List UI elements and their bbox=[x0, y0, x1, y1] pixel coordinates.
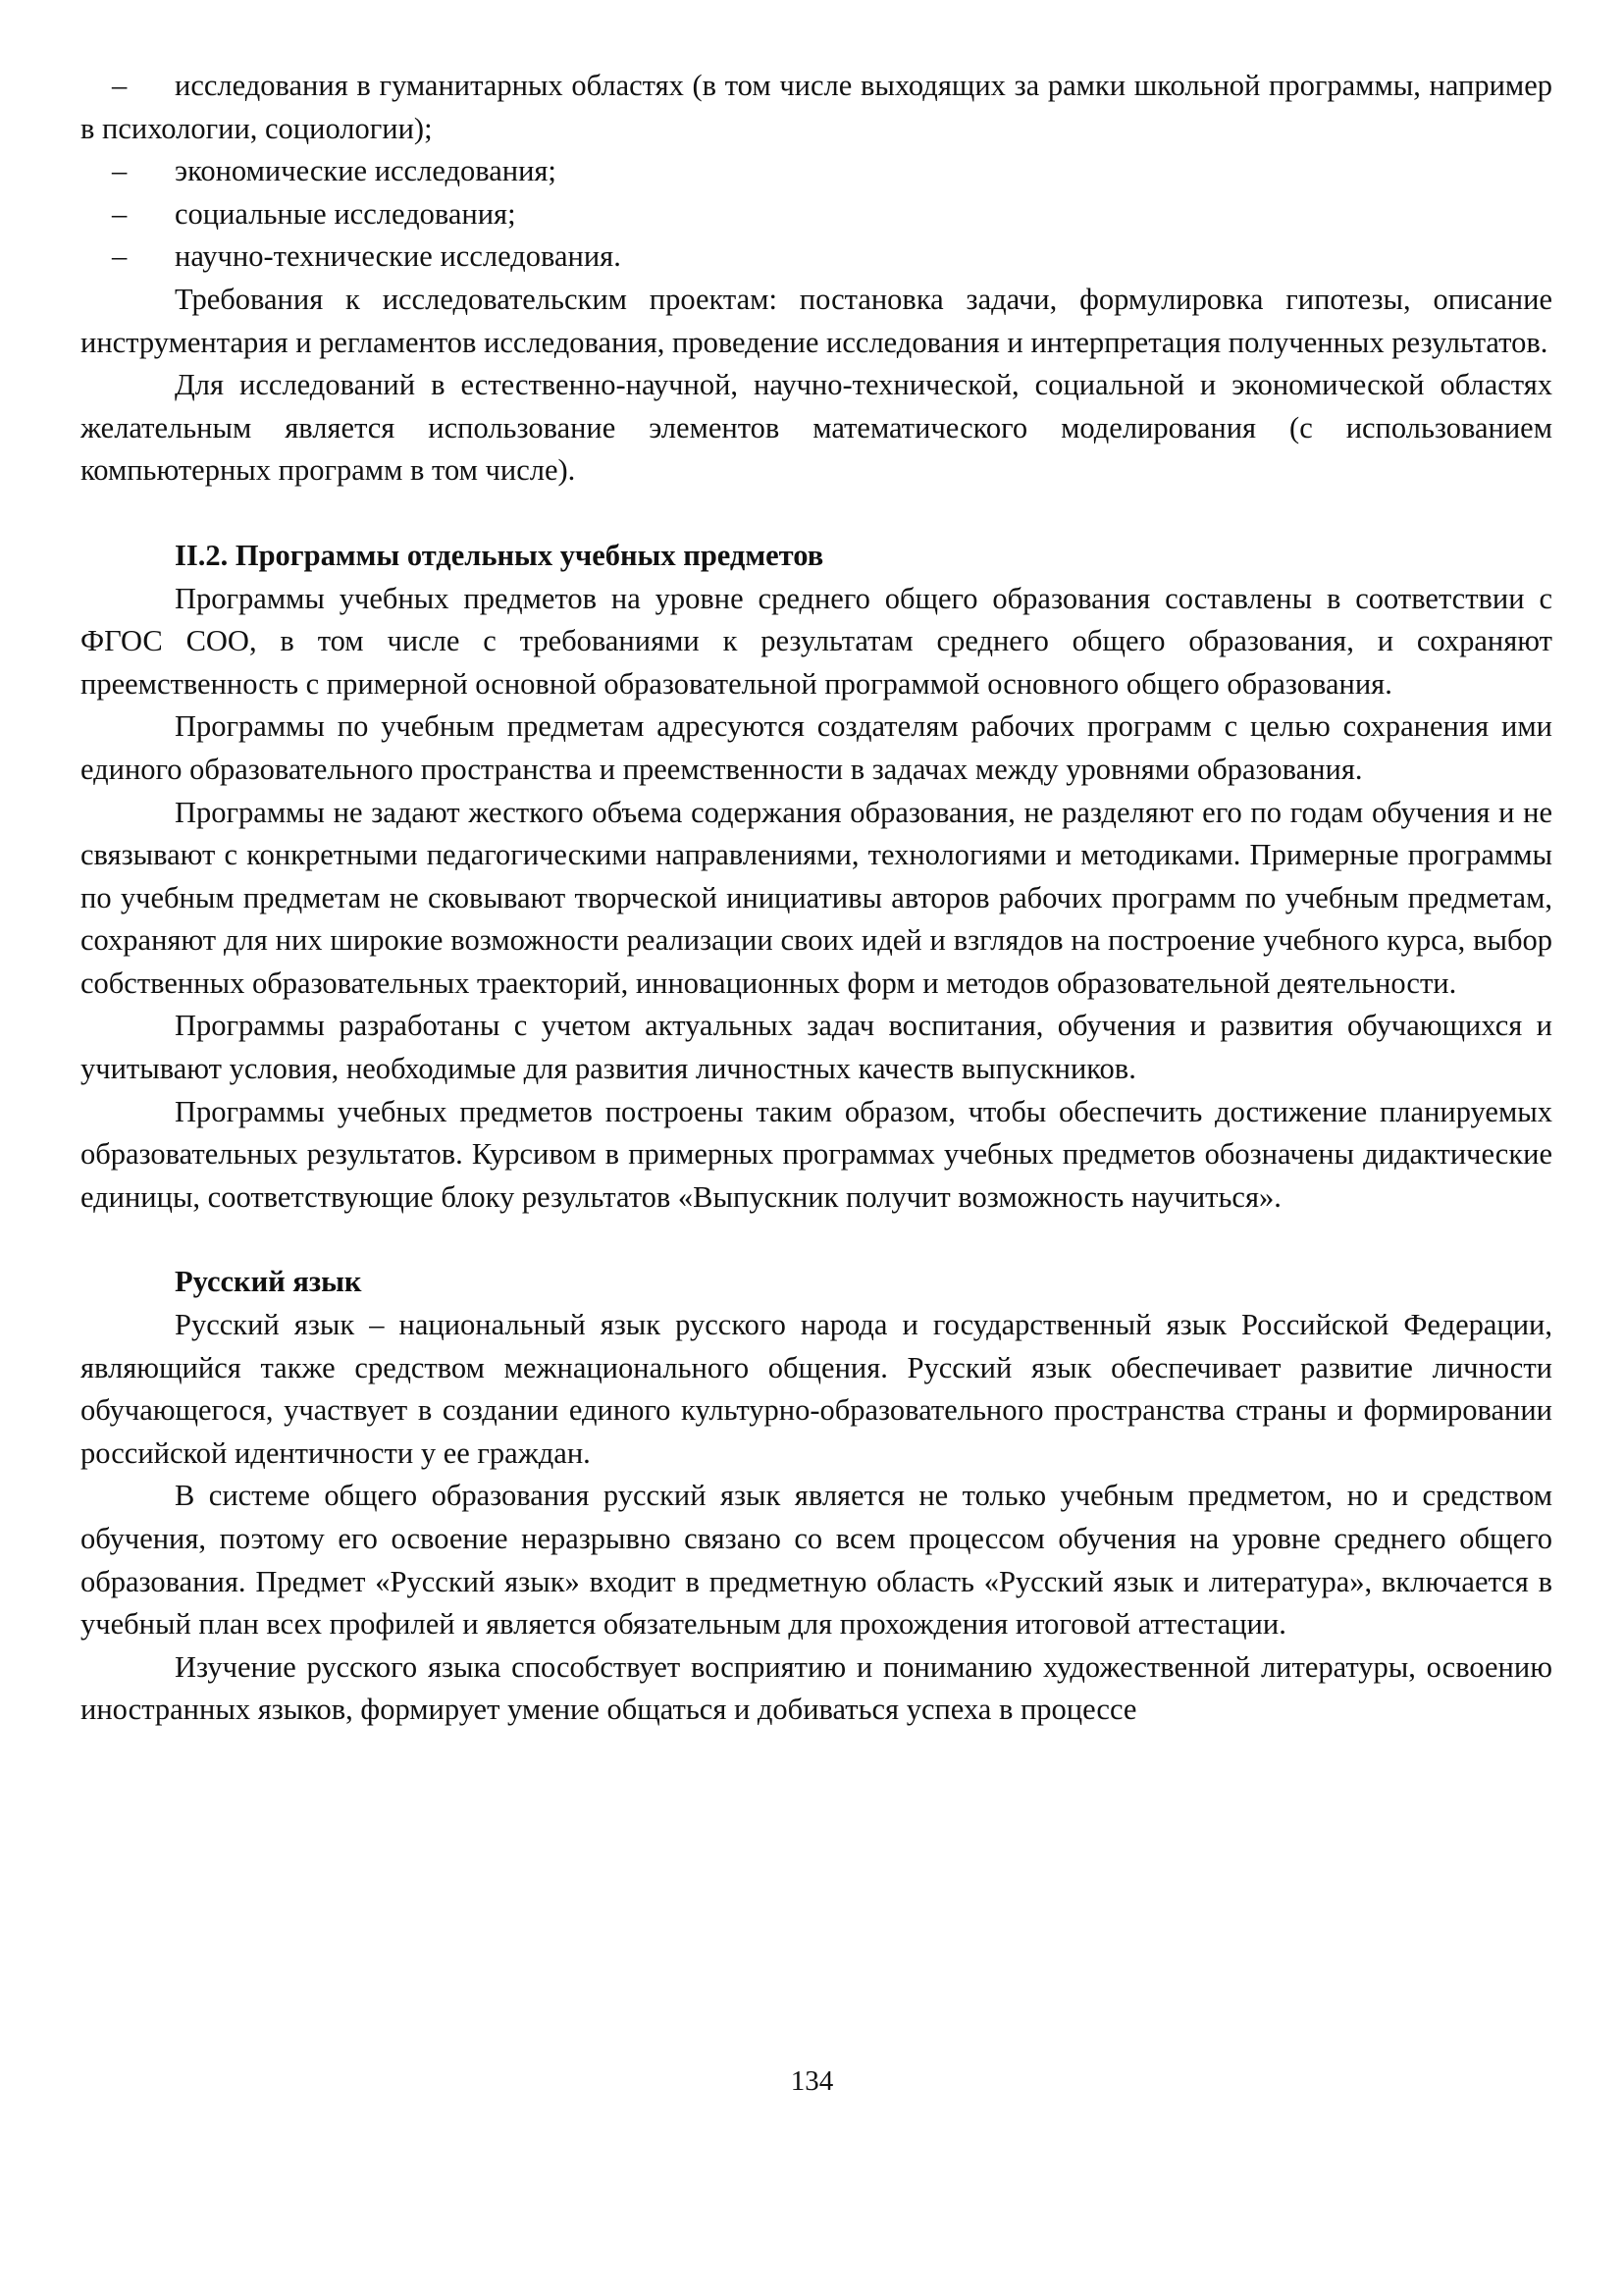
paragraph: Для исследований в естественно-научной, научно-технической, социальной и экономической областях желательным является использование элементов математического моделирования (с использованием компьютерных программ в том числе). bbox=[80, 368, 1552, 488]
paragraph: Изучение русского языка способствует восприятию и пониманию художественной литературы, освоению иностранных языков, формирует умение общаться и добиваться успеха в процессе bbox=[80, 1649, 1552, 1727]
dash-marker: – bbox=[112, 196, 128, 231]
paragraph: Требования к исследовательским проектам: постановка задачи, формулировка гипотезы, описание инструментария и регламентов исследования, проведение исследования и интерпретация полученных результатов. bbox=[80, 282, 1552, 359]
paragraph: Программы разработаны с учетом актуальных задач воспитания, обучения и развития обучающихся и учитывают условия, необходимые для развития личностных качеств выпускников. bbox=[80, 1009, 1552, 1086]
paragraph: Программы по учебным предметам адресуются создателям рабочих программ с целью сохранения ими единого образовательного пространства и преемственности в задачах между уровнями образования. bbox=[80, 709, 1552, 786]
list-item bbox=[80, 235, 1552, 279]
page-number: 134 bbox=[790, 2065, 834, 2097]
dash-marker: – bbox=[112, 69, 128, 102]
paragraph: Программы учебных предметов на уровне среднего общего образования составлены в соответствии с ФГОС СОО, в том числе с требованиями к результатам среднего общего образования, и сохраняют преемственность с примерной основной образовательной программой основного общего образования. bbox=[80, 581, 1552, 701]
list-item-text: исследования в гуманитарных областях (в том числе выходящих за рамки школьной программы, например в психологии, социологии); bbox=[80, 69, 1552, 145]
subject-heading: Русский язык bbox=[175, 1265, 362, 1299]
document-page bbox=[80, 65, 1552, 1732]
paragraph: В системе общего образования русский язык является не только учебным предметом, но и средством обучения, поэтому его освоение неразрывно связано со всем процессом обучения на уровне среднего общего образования. Предмет «Русский язык» входит в предметную область «Русский язык и литература», включается в учебный план всех профилей и является обязательным для прохождения итоговой аттестации. bbox=[80, 1479, 1552, 1642]
dash-marker: – bbox=[112, 239, 128, 274]
paragraph: Русский язык – национальный язык русского народа и государственный язык Российской Федерации, являющийся также средством межнационального общения. Русский язык обеспечивает развитие личности обучающегося, участвует в создании единого культурно-образовательного пространства страны и формировании российской идентичности у ее граждан. bbox=[80, 1308, 1552, 1470]
list-item-text: научно-технические исследования. bbox=[175, 239, 621, 274]
paragraph: Программы учебных предметов построены таким образом, чтобы обеспечить достижение планируемых образовательных результатов. Курсивом в примерных программах учебных предметов обозначены дидактические единицы, соответствующие блоку результатов «Выпускник получит возможность научиться». bbox=[80, 1094, 1552, 1214]
list-item-text: экономические исследования; bbox=[175, 154, 556, 188]
list-item bbox=[80, 150, 1552, 193]
list-item-text: социальные исследования; bbox=[175, 196, 516, 231]
list-item bbox=[80, 65, 1552, 150]
dash-marker: – bbox=[112, 154, 128, 188]
list-item bbox=[80, 193, 1552, 236]
paragraph: Программы не задают жесткого объема содержания образования, не разделяют его по годам обучения и не связывают с конкретными педагогическими направлениями, технологиями и методиками. Примерные программы по учебным предметам не сковывают творческой инициативы авторов рабочих программ по учебным предметам, сохраняют для них широкие возможности реализации своих идей и взглядов на построение учебного курса, выбор собственных образовательных траекторий, инновационных форм и методов образовательной деятельности. bbox=[80, 795, 1552, 1000]
section-heading: II.2. Программы отдельных учебных предметов bbox=[175, 538, 824, 572]
